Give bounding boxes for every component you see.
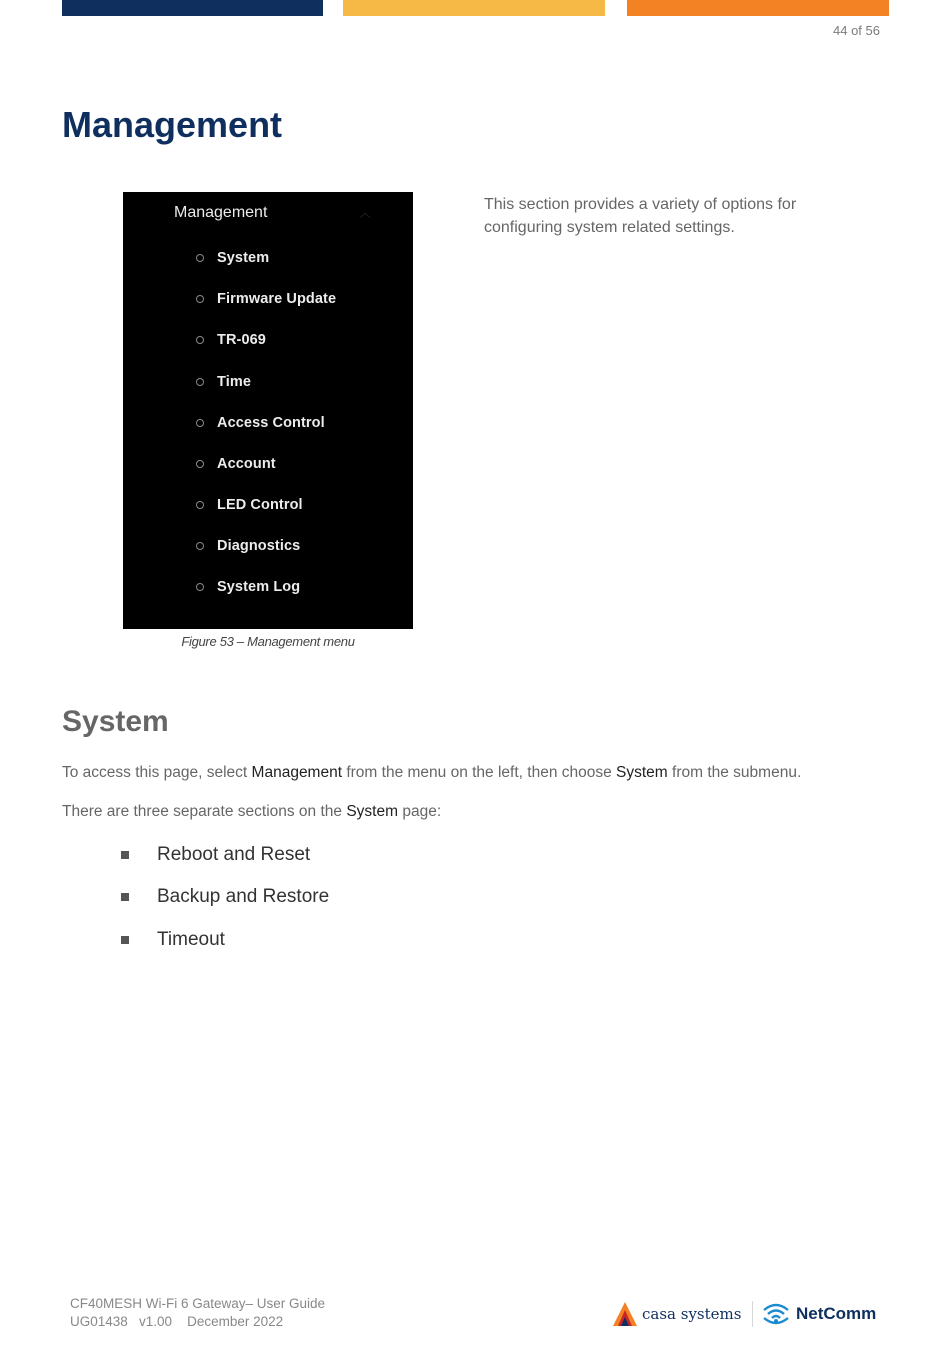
menu-item-label: Account	[217, 456, 276, 472]
list-item-label: Backup and Restore	[157, 886, 330, 907]
circle-bullet-icon	[196, 501, 204, 509]
casa-triangle-icon	[612, 1301, 638, 1327]
figure-caption: Figure 53 – Management menu	[181, 634, 355, 649]
circle-bullet-icon	[196, 542, 204, 550]
menu-title: Management	[174, 204, 268, 221]
menu-item-account	[196, 454, 276, 474]
menu-item-firmware-update	[196, 289, 336, 309]
menu-item-led-control	[196, 495, 303, 515]
section-title: Management	[62, 104, 283, 145]
menu-item-label: TR-069	[217, 332, 266, 348]
text: There are three separate sections on the	[62, 803, 347, 820]
square-bullet-icon	[121, 851, 129, 859]
header-bar-navy	[62, 0, 323, 16]
menu-name: Management	[251, 764, 343, 781]
text: from the submenu.	[667, 764, 802, 781]
square-bullet-icon	[121, 936, 129, 944]
square-bullet-icon	[121, 893, 129, 901]
circle-bullet-icon	[196, 295, 204, 303]
logo-divider	[752, 1301, 753, 1327]
footer-title: CF40MESH Wi-Fi 6 Gateway– User Guide	[70, 1296, 326, 1311]
menu-item-tr-069	[196, 330, 266, 350]
list-item	[121, 884, 329, 910]
menu-item-system	[196, 248, 269, 268]
footer	[70, 1295, 325, 1331]
footer-logos	[612, 1298, 882, 1330]
menu-item-label: Access Control	[217, 415, 325, 431]
text: To access this page, select	[62, 764, 252, 781]
page-number: 44 of 56	[833, 23, 880, 38]
header-bar-yellow	[343, 0, 605, 16]
page-name: System	[346, 803, 399, 820]
circle-bullet-icon	[196, 460, 204, 468]
subsection-title: System	[62, 705, 169, 738]
chevron-up-icon: ︿	[359, 206, 372, 220]
sections-intro	[62, 803, 441, 821]
submenu-name: System	[616, 764, 668, 781]
menu-item-label: Firmware Update	[217, 291, 337, 307]
footer-doc-info: UG01438 v1.00 December 2022	[70, 1314, 284, 1329]
menu-item-label: System	[217, 250, 270, 266]
menu-item-label: Time	[217, 374, 251, 390]
casa-logo-text: casa systems	[642, 1305, 742, 1323]
text: from the menu on the left, then choose	[342, 764, 617, 781]
casa-systems-logo	[612, 1298, 741, 1330]
netcomm-logo	[762, 1298, 876, 1330]
menu-item-label: System Log	[217, 579, 301, 595]
circle-bullet-icon	[196, 583, 204, 591]
access-instructions	[62, 764, 801, 782]
menu-item-diagnostics	[196, 536, 300, 556]
list-item	[121, 842, 310, 868]
netcomm-logo-text: NetComm	[796, 1304, 877, 1323]
wifi-icon	[762, 1301, 790, 1327]
menu-item-time	[196, 372, 251, 392]
text: page:	[398, 803, 442, 820]
circle-bullet-icon	[196, 419, 204, 427]
list-item-label: Reboot and Reset	[157, 844, 311, 865]
menu-item-label: LED Control	[217, 497, 303, 513]
menu-item-system-log	[196, 577, 300, 597]
circle-bullet-icon	[196, 378, 204, 386]
menu-item-label: Diagnostics	[217, 538, 301, 554]
header-bar-orange	[627, 0, 889, 16]
circle-bullet-icon	[196, 254, 204, 262]
menu-item-access-control	[196, 413, 325, 433]
circle-bullet-icon	[196, 336, 204, 344]
list-item	[121, 927, 225, 953]
section-intro: This section provides a variety of options for configuring system related settings.	[484, 196, 797, 236]
list-item-label: Timeout	[157, 929, 225, 950]
management-menu-screenshot	[123, 192, 413, 629]
